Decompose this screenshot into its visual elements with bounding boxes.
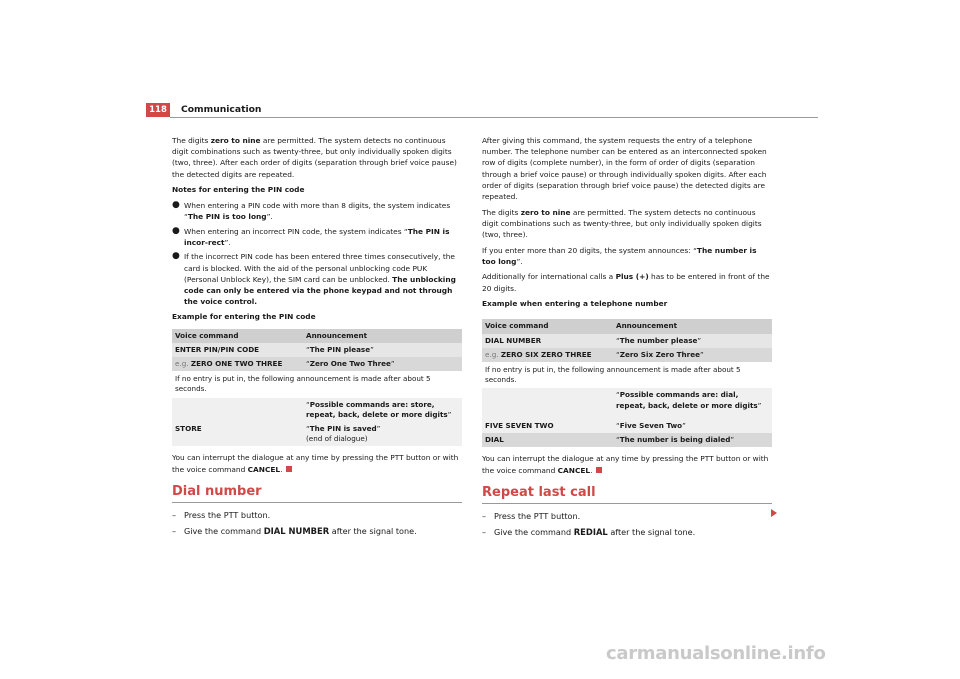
announcement: The number please <box>619 335 698 345</box>
announcement-cell: “The PIN please” <box>303 343 462 357</box>
announcement-cell: “Zero Six Zero Three” <box>613 348 772 362</box>
voice-command: DIAL NUMBER <box>485 335 542 345</box>
dash: – <box>482 527 487 538</box>
note-text <box>184 200 462 222</box>
text: ”. <box>224 237 231 247</box>
table-header-row <box>482 319 772 333</box>
announcement: The PIN please <box>309 344 371 354</box>
voice-command: ZERO SIX ZERO THREE <box>500 349 592 359</box>
announcement-cell: “The PIN is saved” (end of dialogue) <box>303 422 462 446</box>
step-item <box>482 527 772 539</box>
note-text <box>184 226 462 248</box>
paragraph-after: After giving this command, the system requests the entry of a telephone number. The telephone number can be entered as an interconnected spoken row of digits (complete number), in the form of order of digits (separation through a brief voice pause) or through individually spoken digits. After each order of digits (separation through brief voice pause) the detected digits are repeated. <box>482 136 767 202</box>
bullet-dot-icon: ● <box>172 251 180 262</box>
paragraph-interrupt <box>482 453 772 475</box>
bullet-dot-icon: ● <box>172 225 180 236</box>
step-item <box>172 510 462 522</box>
announcement: The number is being dialed <box>619 435 731 445</box>
voice-command-cell <box>482 334 613 348</box>
table-row <box>482 348 772 362</box>
section-title-dial-number: Dial number <box>172 483 462 503</box>
table-row <box>172 343 462 357</box>
voice-command: ZERO ONE TWO THREE <box>190 359 283 369</box>
voice-command: FIVE SEVEN TWO <box>485 421 554 431</box>
header-divider <box>170 117 818 118</box>
announcement: Possible commands are: store, repeat, back, delete or more digits <box>306 399 448 419</box>
voice-command-cell <box>172 398 303 422</box>
emphasis: Plus (+) <box>615 272 649 282</box>
triangle-right-icon[interactable] <box>771 509 777 517</box>
text: has to be entered in front of the 20 digits. <box>482 272 770 293</box>
announcement: The PIN is saved <box>309 424 377 434</box>
text: Press the PTT button. <box>494 510 581 521</box>
note-item <box>172 226 462 248</box>
timeout-note: If no entry is put in, the following announcement is made after about 5 seconds. <box>482 362 772 388</box>
announcement: Five Seven Two <box>619 421 683 431</box>
text: You can interrupt the dialogue at any time by pressing the PTT button or with the voice command <box>172 453 459 474</box>
dash: – <box>172 526 177 537</box>
text: Press the PTT button. <box>184 509 271 520</box>
announcement: Zero Six Zero Three <box>619 349 700 359</box>
text: are permitted. The system detects no continuous digit combinations such as twenty-three, but only individually spoken digits (two, three). After each order of digits (separation through brief voice pause) the detected digits are repeated. <box>172 136 457 179</box>
text: after the signal tone. <box>607 527 696 538</box>
page-title: Communication <box>181 104 262 115</box>
example-heading-text: Example when entering a telephone number <box>482 299 668 309</box>
page-header <box>146 103 818 117</box>
column-header-announcement: Announcement <box>613 319 772 333</box>
text: ”. <box>266 212 273 221</box>
emphasis: The PIN is incor-rect <box>184 226 450 247</box>
command: DIAL NUMBER <box>263 526 330 537</box>
text: ”. <box>516 256 523 266</box>
table-row <box>482 433 772 447</box>
page-number: 118 <box>146 103 170 117</box>
step-text <box>184 526 417 538</box>
paragraph-interrupt <box>172 452 462 474</box>
example-heading <box>172 311 462 322</box>
notes-heading-text: Notes for entering the PIN code <box>172 185 305 195</box>
example-heading <box>482 298 772 309</box>
eg-prefix: e.g. <box>485 349 499 359</box>
watermark: carmanualsonline.info <box>606 643 826 664</box>
voice-command-cell <box>172 357 303 371</box>
timeout-note: If no entry is put in, the following announcement is made after about 5 seconds. <box>172 371 462 397</box>
table-row <box>482 334 772 348</box>
announcement-cell: “Zero One Two Three” <box>303 357 462 371</box>
text: If you enter more than 20 digits, the system announces: “ <box>482 245 697 255</box>
text: You can interrupt the dialogue at any time by pressing the PTT button or with the voice command <box>482 454 769 475</box>
dash: – <box>482 510 487 521</box>
voice-command-cell <box>172 422 303 446</box>
text: Additionally for international calls a <box>482 272 616 282</box>
emphasis: The number is too long <box>482 245 757 266</box>
voice-command-cell <box>482 433 613 447</box>
emphasis: CANCEL <box>247 464 281 474</box>
text: Give the command <box>184 526 264 537</box>
table-row <box>482 362 772 388</box>
note-text <box>184 251 462 307</box>
text: are permitted. The system detects no continuous digit combinations such as twenty-three, but only individually spoken digits (two, three). <box>482 207 762 240</box>
column-header-announcement: Announcement <box>303 329 462 343</box>
text: When entering a PIN code with more than 8 digits, the system indicates “ <box>184 200 451 221</box>
voice-command: STORE <box>175 424 202 434</box>
step-item <box>172 526 462 538</box>
notes-heading <box>172 184 462 195</box>
phone-example-table <box>482 319 772 447</box>
text: . <box>280 464 283 474</box>
text: after the signal tone. <box>329 526 417 537</box>
announcement-note: (end of dialogue) <box>306 434 368 444</box>
step-text <box>184 510 270 522</box>
table-row <box>172 371 462 397</box>
paragraph-digits <box>482 207 772 241</box>
paragraph-international <box>482 271 772 293</box>
square-end-icon <box>286 466 292 472</box>
table-header-row <box>172 329 462 343</box>
bullet-dot-icon: ● <box>172 199 180 210</box>
voice-command-cell <box>482 348 613 362</box>
emphasis: zero to nine <box>520 207 571 217</box>
example-heading-text: Example for entering the PIN code <box>172 312 316 322</box>
note-item <box>172 251 462 307</box>
announcement: Zero One Two Three <box>309 359 391 369</box>
table-row <box>172 398 462 422</box>
table-row <box>172 357 462 371</box>
paragraph-too-long <box>482 245 772 267</box>
voice-command-cell <box>172 343 303 357</box>
paragraph-digits <box>172 135 462 180</box>
right-column <box>482 135 772 544</box>
column-header-voice-command: Voice command <box>482 319 613 333</box>
voice-command: DIAL <box>485 435 504 445</box>
text: If the incorrect PIN code has been entered three times consecutively, the card is blocked. With the aid of the personal unblocking code PUK (Personal Unblock Key), the SIM card can be unblocked. <box>184 252 455 284</box>
announcement-cell: “Possible commands are: store, repeat, back, delete or more digits” <box>303 398 462 422</box>
step-text <box>494 511 580 523</box>
announcement-cell: “Possible commands are: dial, repeat, back, delete or more digits” “Five Seven Two” <box>613 388 772 433</box>
table-row <box>172 422 462 446</box>
emphasis: CANCEL <box>557 465 591 475</box>
note-item <box>172 200 462 222</box>
pin-example-table <box>172 329 462 447</box>
text: Give the command <box>494 527 574 538</box>
eg-prefix: e.g. <box>175 359 189 369</box>
text: The digits <box>172 136 211 145</box>
emphasis: The PIN is too long <box>187 212 267 221</box>
step-text <box>494 527 695 539</box>
emphasis: The unblocking code can only be entered via the phone keypad and not through the voice control. <box>184 274 456 307</box>
step-item <box>482 511 772 523</box>
command: REDIAL <box>573 527 608 538</box>
voice-command-cell <box>482 388 613 433</box>
announcement-cell: “The number please” <box>613 334 772 348</box>
table-row <box>482 388 772 433</box>
text: When entering an incorrect PIN code, the system indicates “ <box>184 226 408 236</box>
dash: – <box>172 509 177 520</box>
text: The digits <box>482 207 521 217</box>
announcement: Possible commands are: dial, repeat, back, delete or more digits <box>616 390 758 410</box>
voice-command: ENTER PIN/PIN CODE <box>175 344 260 354</box>
announcement-cell: “The number is being dialed” <box>613 433 772 447</box>
column-header-voice-command: Voice command <box>172 329 303 343</box>
emphasis: zero to nine <box>210 136 261 145</box>
text: . <box>590 465 593 475</box>
left-column <box>172 135 462 543</box>
square-end-icon <box>596 467 602 473</box>
section-title-repeat-last-call: Repeat last call <box>482 484 772 504</box>
